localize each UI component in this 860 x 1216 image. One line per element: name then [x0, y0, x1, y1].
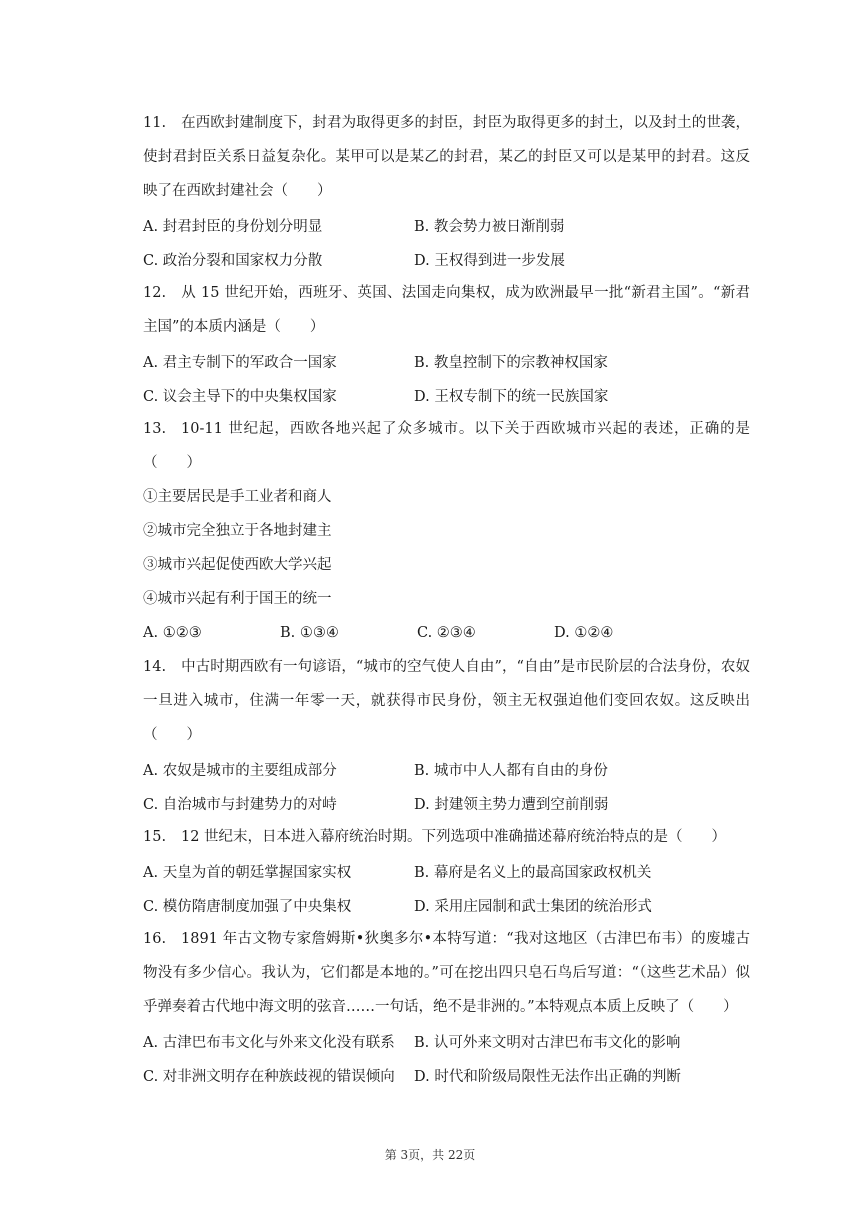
question-stem: 中古时期西欧有一句谚语，“城市的空气使人自由”，“自由”是市民阶层的合法身份，农奴一旦进入城市，住满一年零一天，就获得市民身份，领主无权强迫他们变回农奴。这反映出（ ）	[143, 659, 750, 743]
question-16	[143, 922, 750, 1092]
statement-item: ④城市兴起有利于国王的统一	[143, 591, 332, 607]
option-a: A. 天皇为首的朝廷掌握国家实权	[143, 864, 352, 881]
question-12	[143, 276, 750, 412]
question-13	[143, 412, 750, 650]
option-b: B. 城市中人人都有自由的身份	[414, 762, 608, 779]
question-15	[143, 820, 750, 922]
question-stem: 1891 年古文物专家詹姆斯•狄奥多尔•本特写道：“我对这地区（古津巴布韦）的废墟古物没有多少信心。我认为，它们都是本地的。”可在挖出四只皂石鸟后写道：“（这些艺术品）似乎弹奏着古代地中海文明的弦音……一句话，绝不是非洲的。”本特观点本质上反映了（ ）	[143, 931, 750, 1015]
option-c: C. 对非洲文明存在种族歧视的错误倾向	[143, 1068, 395, 1085]
option-c: C. 自治城市与封建势力的对峙	[143, 796, 337, 813]
option-c: C. 模仿隋唐制度加强了中央集权	[143, 898, 352, 915]
question-stem: 在西欧封建制度下，封君为取得更多的封臣，封臣为取得更多的封土，以及封土的世袭，使封君封臣关系日益复杂化。某甲可以是某乙的封君，某乙的封臣又可以是某甲的封君。这反映了在西欧封建社会（ ）	[143, 115, 750, 199]
question-number: 15.	[143, 829, 167, 845]
question-number: 14.	[143, 659, 167, 675]
option-c: C. 议会主导下的中央集权国家	[143, 388, 337, 405]
option-b: B. 幕府是名义上的最高国家政权机关	[414, 864, 652, 881]
option-a: A. 封君封臣的身份划分明显	[143, 218, 323, 235]
option-c: C. 政治分裂和国家权力分散	[143, 252, 323, 269]
question-11	[143, 106, 750, 276]
question-14	[143, 650, 750, 820]
page-footer: 第 3页，共 22页	[384, 1148, 476, 1162]
question-number: 12.	[143, 285, 167, 301]
option-d: D. ①②④	[554, 625, 614, 641]
question-stem: 10-11 世纪起，西欧各地兴起了众多城市。以下关于西欧城市兴起的表述，正确的是（ ）	[143, 421, 750, 471]
option-a: A. 农奴是城市的主要组成部分	[143, 762, 337, 779]
option-d: D. 王权得到进一步发展	[414, 252, 565, 269]
statement-item: ③城市兴起促使西欧大学兴起	[143, 557, 332, 573]
option-b: B. 认可外来文明对古津巴布韦文化的影响	[414, 1034, 681, 1051]
question-number: 11.	[143, 115, 167, 131]
statement-item: ②城市完全独立于各地封建主	[143, 523, 332, 539]
option-b: B. 教皇控制下的宗教神权国家	[414, 354, 608, 371]
questions-area	[143, 106, 750, 1092]
question-stem: 从 15 世纪开始，西班牙、英国、法国走向集权，成为欧洲最早一批“新君主国”。“新君主国”的本质内涵是（ ）	[143, 285, 750, 335]
option-a: A. 古津巴布韦文化与外来文化没有联系	[143, 1034, 395, 1051]
option-c: C. ②③④	[417, 625, 476, 641]
option-d: D. 时代和阶级局限性无法作出正确的判断	[414, 1068, 681, 1085]
statement-item: ①主要居民是手工业者和商人	[143, 489, 332, 505]
option-d: D. 王权专制下的统一民族国家	[414, 388, 609, 405]
option-a: A. ①②③	[143, 625, 202, 641]
question-number: 16.	[143, 931, 167, 947]
question-number: 13.	[143, 421, 167, 437]
option-b: B. 教会势力被日渐削弱	[414, 218, 565, 235]
option-a: A. 君主专制下的军政合一国家	[143, 354, 337, 371]
option-d: D. 封建领主势力遭到空前削弱	[414, 796, 609, 813]
option-b: B. ①③④	[280, 625, 339, 641]
question-stem: 12 世纪末，日本进入幕府统治时期。下列选项中准确描述幕府统治特点的是（ ）	[181, 829, 727, 845]
option-d: D. 采用庄园制和武士集团的统治形式	[414, 898, 652, 915]
